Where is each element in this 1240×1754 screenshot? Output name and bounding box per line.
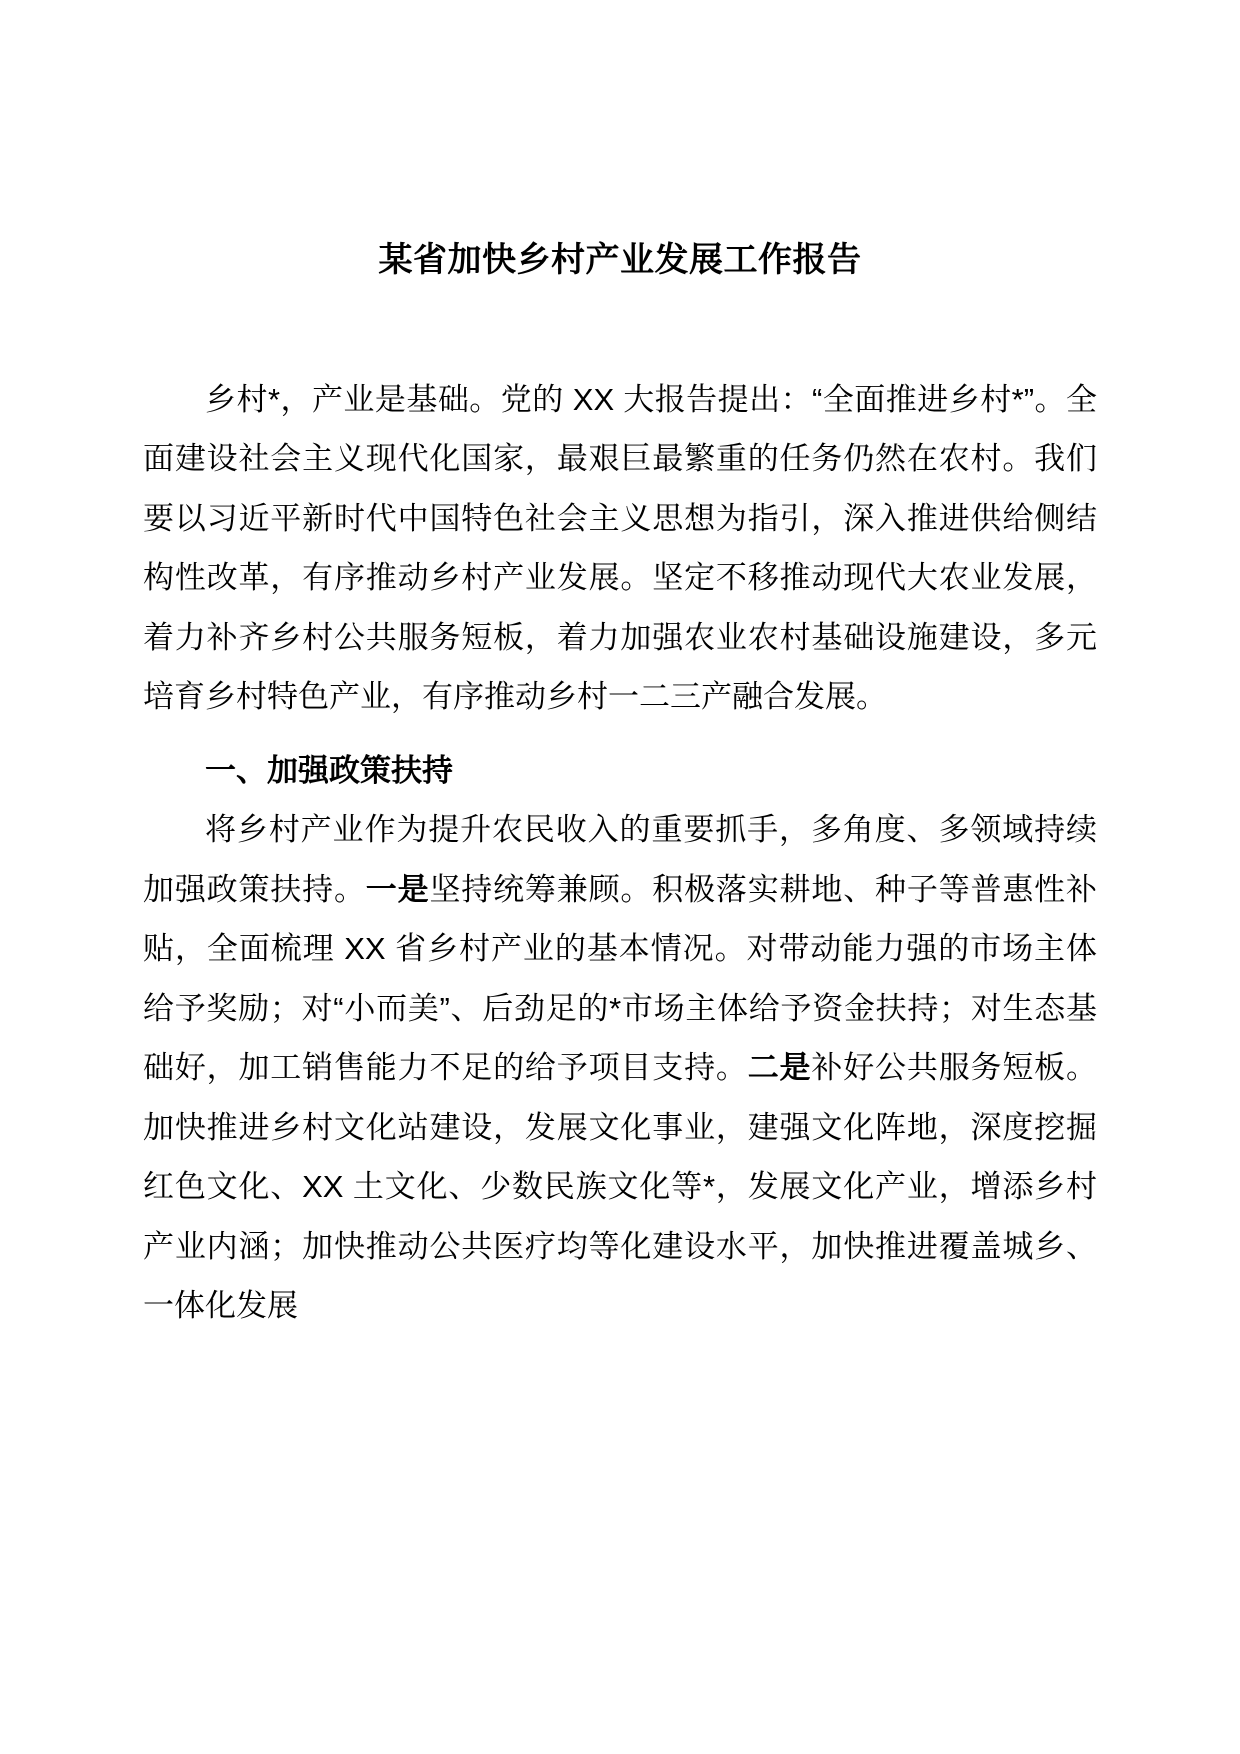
paragraph-intro-run-0: 乡村*，产业是基础。党的 XX 大报告提出：“全面推进乡村*”。全面建设社会主义现代化国家，最艰巨最繁重的任务仍然在农村。我们要以习近平新时代中国特色社会主义思想为指引，深入推进供给侧结构性改革，有序推动乡村产业发展。坚定不移推动现代大农业发展，着力补齐乡村公共服务短板，着力加强农业农村基础设施建设，多元培育乡村特色产业，有序推动乡村一二三产融合发展。 [143,381,1097,715]
page-content [143,0,1097,1336]
paragraph-section-1-run-4: 补好公共服务短板。加快推进乡村文化站建设，发展文化事业，建强文化阵地，深度挖掘红色文化、XX 土文化、少数民族文化等*，发展文化产业，增添乡村产业内涵；加快推动公共医疗均等化建设水平，加快推进覆盖城乡、一体化发展 [143,1050,1098,1324]
section-heading-1: 一、加强政策扶持 [205,752,453,788]
paragraph-section-1-run-0: 将乡村产业作为提升农民收入的重要抓手，多角度、多领域持续加强政策扶持。 [143,812,1097,907]
paragraph-intro [143,370,1097,727]
paragraph-section-1 [143,800,1097,1336]
paragraph-section-1-run-3: 二是 [747,1050,812,1086]
paragraph-section-1-run-1: 一是 [365,871,430,907]
paragraph-section-1-run-2: 坚持统筹兼顾。积极落实耕地、种子等普惠性补贴，全面梳理 XX 省乡村产业的基本情况。对带动能力强的市场主体给予奖励；对“小而美”、后劲足的*市场主体给予资金扶持；对生态基础好，加工销售能力不足的给予项目支持。 [143,871,1098,1086]
page-title: 某省加快乡村产业发展工作报告 [378,241,862,279]
document-body [143,370,1097,1336]
